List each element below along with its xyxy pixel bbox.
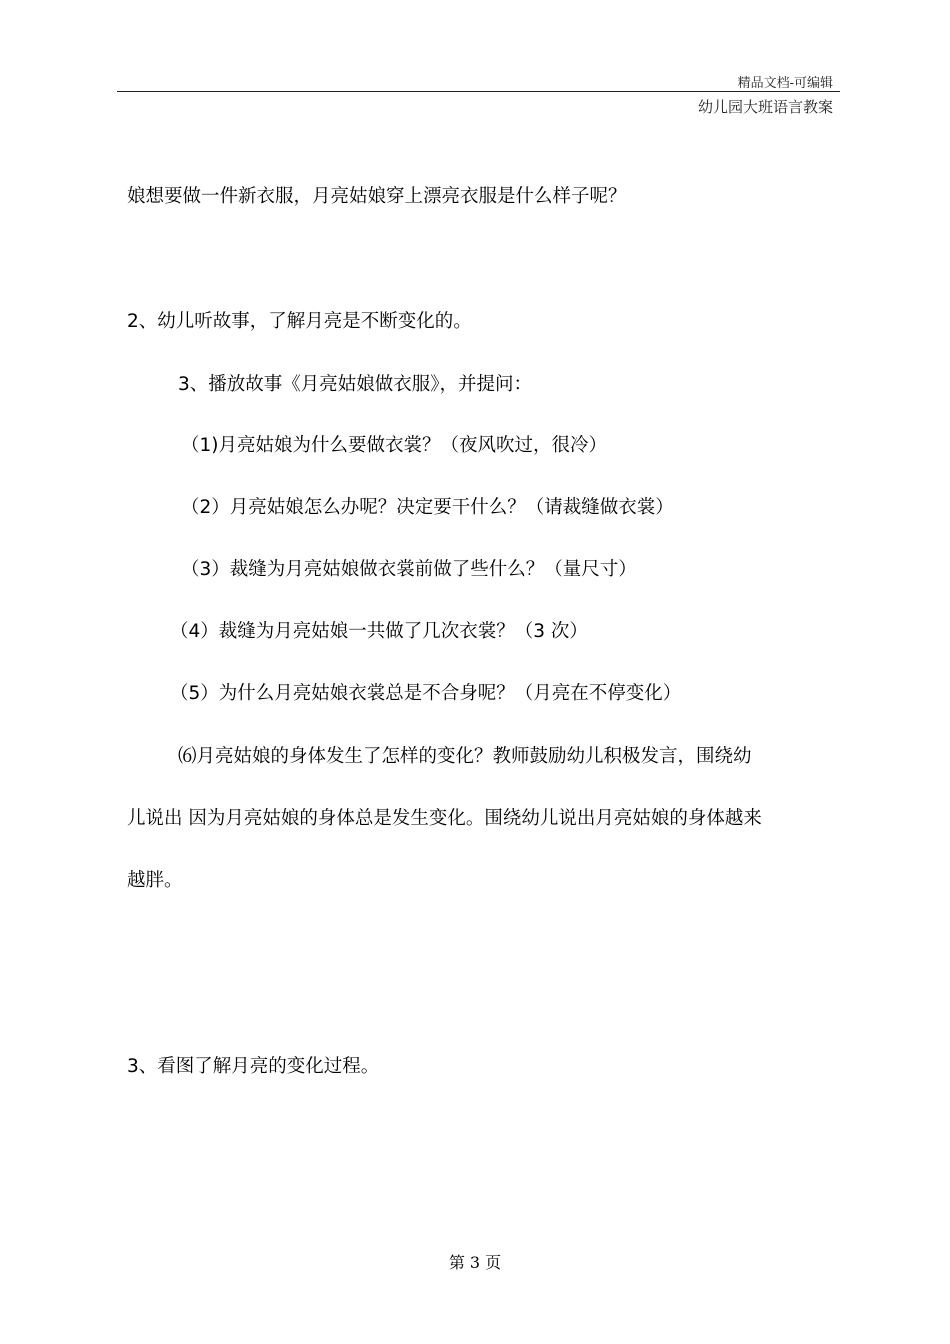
question-item: ⑹月亮姑娘的身体发生了怎样的变化？教师鼓励幼儿积极发言，围绕幼	[178, 746, 752, 767]
question-item: （2）月亮姑娘怎么办呢？决定要干什么？（请裁缝做衣裳）	[181, 497, 674, 518]
header-divider	[117, 91, 840, 92]
paragraph-line: 儿说出 因为月亮姑娘的身体总是发生变化。围绕幼儿说出月亮姑娘的身体越来	[127, 808, 762, 829]
header-top-label: 精品文档-可编辑	[737, 76, 833, 91]
paragraph-line: 3、播放故事《月亮姑娘做衣服》，并提问：	[178, 374, 533, 395]
section-heading: 3、看图了解月亮的变化过程。	[127, 1056, 380, 1077]
section-heading: 2、幼儿听故事，了解月亮是不断变化的。	[127, 311, 472, 332]
page-number: 第 3 页	[448, 1253, 502, 1272]
paragraph-line: 越胖。	[127, 870, 183, 891]
question-item: （1)月亮姑娘为什么要做衣裳？（夜风吹过，很冷）	[181, 435, 607, 456]
question-item: （4）裁缝为月亮姑娘一共做了几次衣裳？（3 次）	[170, 621, 588, 642]
question-item: （5）为什么月亮姑娘衣裳总是不合身呢？（月亮在不停变化）	[170, 683, 682, 704]
question-item: （3）裁缝为月亮姑娘做衣裳前做了些什么？（量尺寸）	[181, 559, 637, 580]
paragraph-line: 娘想要做一件新衣服，月亮姑娘穿上漂亮衣服是什么样子呢？	[127, 186, 627, 207]
header-subtitle: 幼儿园大班语言教案	[697, 98, 833, 116]
